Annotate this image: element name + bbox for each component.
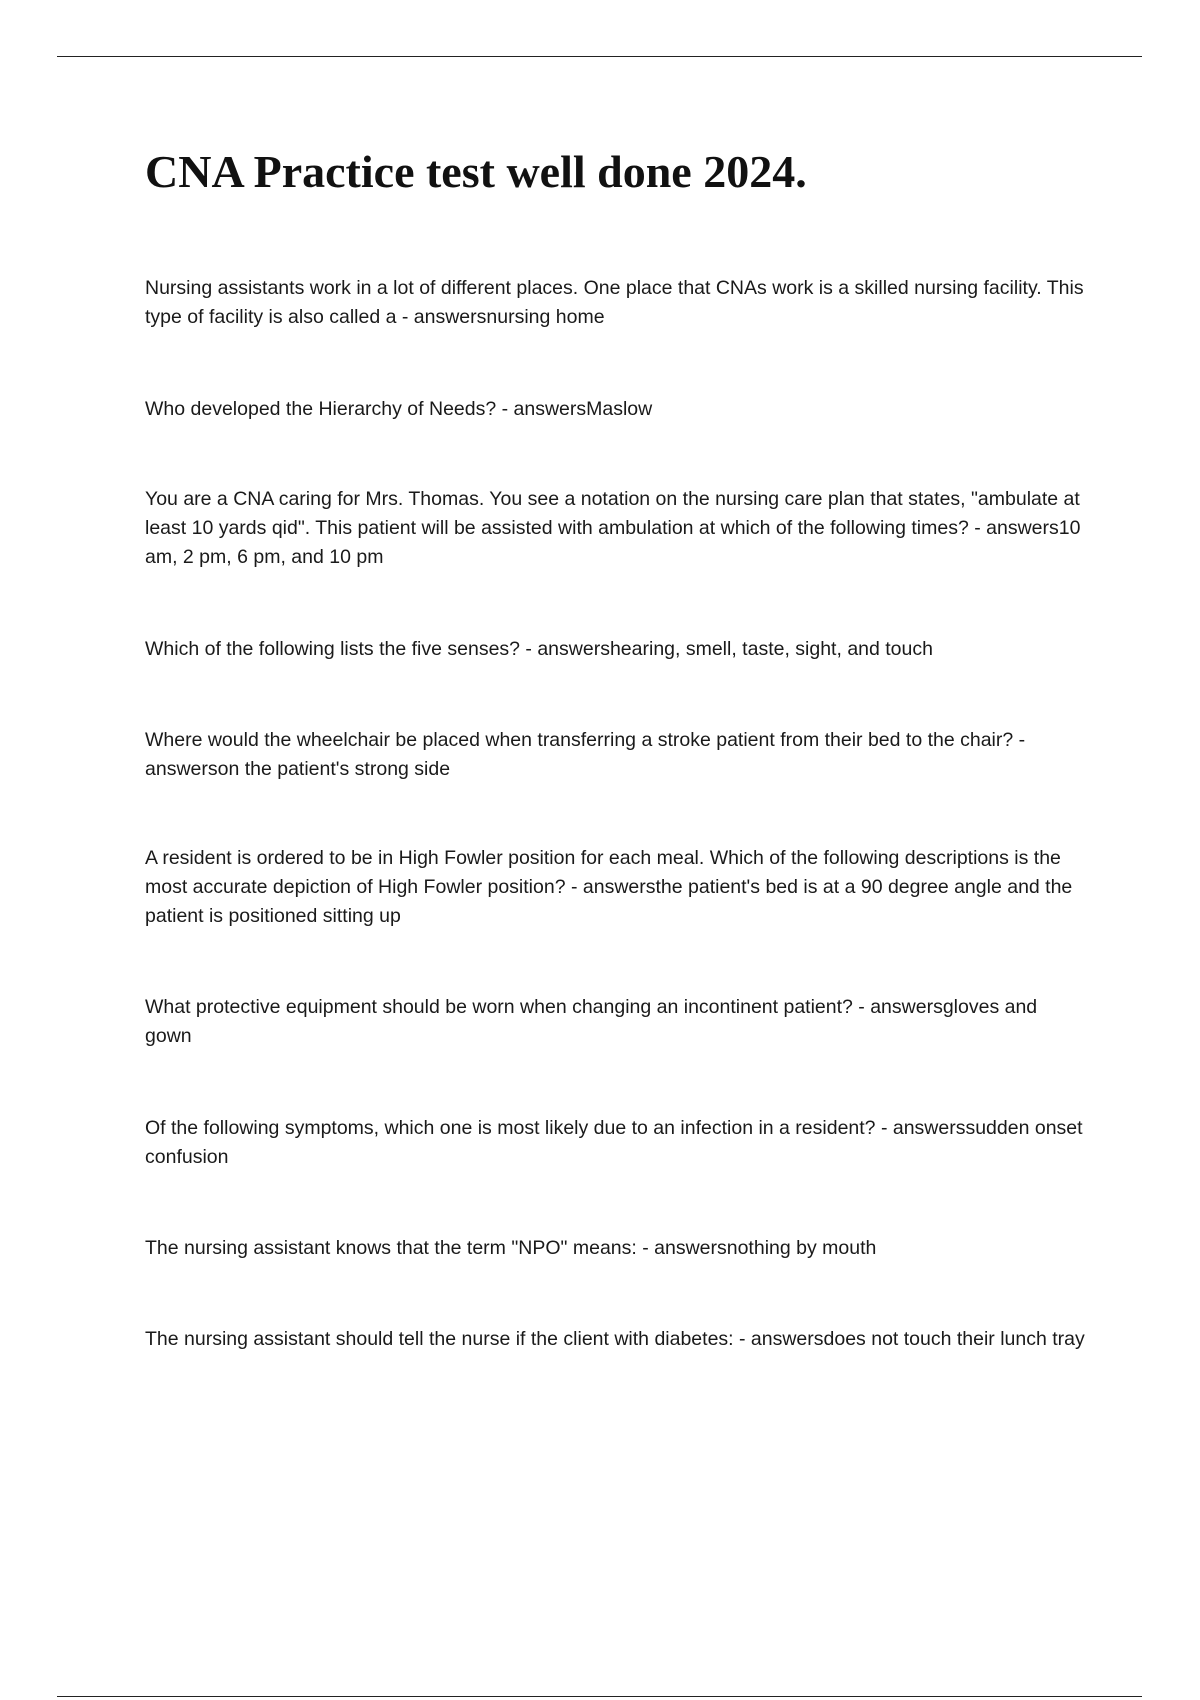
question-answer-9: The nursing assistant knows that the term "NPO" means: - answersnothing by mouth xyxy=(145,1237,877,1259)
top-rule xyxy=(57,56,1142,57)
question-answer-3: You are a CNA caring for Mrs. Thomas. You see a notation on the nursing care plan that states, "ambulate at least 10 yards qid". This patient will be assisted with ambulation at which of the following times? - answers10 am, 2 pm, 6 pm, and 10 pm xyxy=(145,488,1081,568)
question-answer-5: Where would the wheelchair be placed when transferring a stroke patient from their bed to the chair? - answerson the patient's strong side xyxy=(145,729,1026,780)
question-answer-2: Who developed the Hierarchy of Needs? - answersMaslow xyxy=(145,398,653,420)
bottom-rule xyxy=(57,1696,1142,1697)
question-answer-6: A resident is ordered to be in High Fowler position for each meal. Which of the following descriptions is the most accurate depiction of High Fowler position? - answersthe patient's bed is at a 90 degree angle and the patient is positioned sitting up xyxy=(145,847,1073,927)
question-answer-4: Which of the following lists the five senses? - answershearing, smell, taste, sight, and touch xyxy=(145,638,933,660)
question-answer-7: What protective equipment should be worn when changing an incontinent patient? - answersgloves and gown xyxy=(145,996,1038,1047)
page-title: CNA Practice test well done 2024. xyxy=(145,146,807,197)
question-answer-10: The nursing assistant should tell the nurse if the client with diabetes: - answersdoes not touch their lunch tray xyxy=(145,1328,1085,1350)
question-answer-1: Nursing assistants work in a lot of different places. One place that CNAs work is a skilled nursing facility. This type of facility is also called a - answersnursing home xyxy=(145,277,1084,328)
question-answer-8: Of the following symptoms, which one is most likely due to an infection in a resident? - answerssudden onset confusion xyxy=(145,1117,1083,1168)
